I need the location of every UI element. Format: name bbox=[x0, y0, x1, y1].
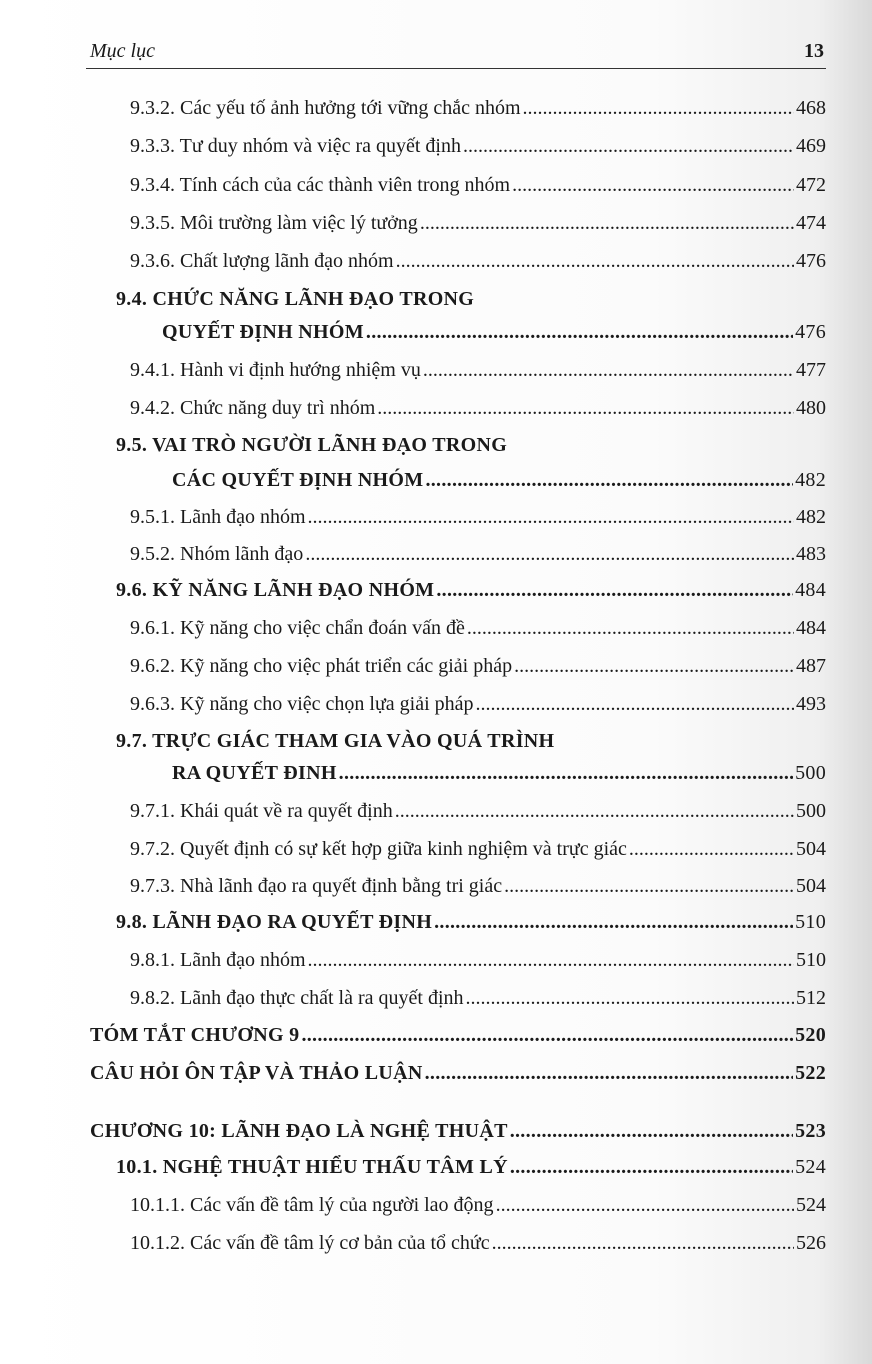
toc-entry-page: 526 bbox=[796, 1232, 826, 1254]
toc-entry-page: 469 bbox=[796, 135, 826, 157]
toc-entry bbox=[0, 209, 826, 237]
toc-entry-page: 524 bbox=[796, 1194, 826, 1216]
toc-entry-title: CÂU HỎI ÔN TẬP VÀ THẢO LUẬN bbox=[90, 1062, 423, 1084]
toc-leader-dots bbox=[420, 209, 794, 237]
toc-entry-page: 468 bbox=[796, 97, 826, 119]
toc-entry bbox=[0, 690, 826, 718]
toc-entry-title: 9.7.3. Nhà lãnh đạo ra quyết định bằng tri giác bbox=[130, 875, 503, 897]
toc-entry-page: 480 bbox=[796, 397, 826, 419]
toc-leader-dots bbox=[467, 614, 794, 642]
toc-leader-dots bbox=[504, 872, 794, 900]
toc-leader-dots bbox=[301, 1021, 793, 1049]
toc-leader-dots bbox=[308, 946, 794, 974]
toc-entry bbox=[0, 171, 826, 199]
toc-entry bbox=[0, 132, 826, 160]
toc-leader-dots bbox=[496, 1191, 794, 1219]
toc-entry-title: 9.4.2. Chức năng duy trì nhóm bbox=[130, 397, 376, 419]
toc-entry bbox=[0, 946, 826, 974]
toc-entry-page: 524 bbox=[795, 1156, 826, 1178]
toc-entry-title: 9.8. LÃNH ĐẠO RA QUYẾT ĐỊNH bbox=[116, 911, 433, 933]
toc-entry-page: 476 bbox=[796, 250, 826, 272]
toc-entry bbox=[0, 1229, 826, 1257]
toc-leader-dots bbox=[434, 908, 793, 936]
toc-leader-dots bbox=[510, 1153, 793, 1181]
toc-leader-dots bbox=[510, 1117, 793, 1145]
toc-entry-title: 9.8.2. Lãnh đạo thực chất là ra quyết định bbox=[130, 987, 464, 1009]
toc-entry-page: 484 bbox=[796, 617, 826, 639]
toc-entry-title: 9.3.3. Tư duy nhóm và việc ra quyết định bbox=[130, 135, 461, 157]
toc-entry-title: CÁC QUYẾT ĐỊNH NHÓM bbox=[172, 469, 424, 491]
toc-entry-title: 9.5.2. Nhóm lãnh đạo bbox=[130, 543, 304, 565]
toc-entry bbox=[0, 835, 826, 863]
toc-leader-dots bbox=[476, 690, 794, 718]
toc-entry-page: 510 bbox=[795, 911, 826, 933]
toc-entry-title: 9.7.2. Quyết định có sự kết hợp giữa kinh nghiệm và trực giác bbox=[130, 838, 627, 860]
toc-entry-title: 9.7.1. Khái quát về ra quyết định bbox=[130, 800, 393, 822]
toc-section-title-line1: 9.7. TRỰC GIÁC THAM GIA VÀO QUÁ TRÌNH bbox=[116, 730, 555, 752]
toc-entry bbox=[0, 94, 826, 122]
toc-entry-page: 487 bbox=[796, 655, 826, 677]
toc-entry bbox=[0, 394, 826, 422]
toc-entry-title: 9.3.5. Môi trường làm việc lý tưởng bbox=[130, 212, 418, 234]
toc-entry-page: 522 bbox=[795, 1062, 826, 1084]
toc-entry-title: RA QUYẾT ĐINH bbox=[172, 762, 337, 784]
toc-leader-dots bbox=[396, 247, 794, 275]
toc-section-entry bbox=[0, 466, 826, 494]
toc-entry-title: 10.1.2. Các vấn đề tâm lý cơ bản của tổ chức bbox=[130, 1232, 490, 1254]
toc-entry-page: 477 bbox=[796, 359, 826, 381]
toc-leader-dots bbox=[395, 797, 794, 825]
toc-entry-page: 493 bbox=[796, 693, 826, 715]
toc-entry-title: QUYẾT ĐỊNH NHÓM bbox=[162, 321, 364, 343]
toc-entry-page: 504 bbox=[796, 875, 826, 897]
toc-chapter-entry bbox=[0, 1117, 826, 1145]
toc-entry-page: 482 bbox=[795, 469, 826, 491]
toc-entry-page: 504 bbox=[796, 838, 826, 860]
toc-leader-dots bbox=[492, 1229, 794, 1257]
toc-leader-dots bbox=[514, 652, 794, 680]
toc-leader-dots bbox=[366, 318, 793, 346]
toc-leader-dots bbox=[339, 759, 793, 787]
toc-entry-title: 9.3.6. Chất lượng lãnh đạo nhóm bbox=[130, 250, 394, 272]
toc-entry-title: 9.6.3. Kỹ năng cho việc chọn lựa giải pháp bbox=[130, 693, 474, 715]
toc-entry bbox=[0, 356, 826, 384]
toc-chapter-entry bbox=[0, 1021, 826, 1049]
toc-entry-title: CHƯƠNG 10: LÃNH ĐẠO LÀ NGHỆ THUẬT bbox=[90, 1120, 508, 1142]
toc-leader-dots bbox=[305, 540, 794, 568]
toc-section-entry bbox=[0, 318, 826, 346]
toc-leader-dots bbox=[466, 984, 794, 1012]
toc-entry bbox=[0, 1191, 826, 1219]
toc-section-entry bbox=[0, 759, 826, 787]
toc-entry-title: TÓM TẮT CHƯƠNG 9 bbox=[90, 1024, 300, 1046]
toc-entry bbox=[0, 614, 826, 642]
toc-entry bbox=[0, 503, 826, 531]
toc-entry-title: 9.6.1. Kỹ năng cho việc chẩn đoán vấn đề bbox=[130, 617, 465, 639]
toc-entry-page: 523 bbox=[795, 1120, 826, 1142]
toc-entry-page: 484 bbox=[795, 579, 826, 601]
toc-entry-title: 9.6. KỸ NĂNG LÃNH ĐẠO NHÓM bbox=[116, 579, 435, 601]
running-title: Mục lục bbox=[90, 40, 155, 62]
toc-entry-page: 483 bbox=[796, 543, 826, 565]
toc-section-title-line1: 9.5. VAI TRÒ NGƯỜI LÃNH ĐẠO TRONG bbox=[116, 434, 508, 456]
toc-leader-dots bbox=[425, 466, 793, 494]
toc-entry-page: 472 bbox=[796, 174, 826, 196]
toc-entry bbox=[0, 540, 826, 568]
toc-entry-page: 500 bbox=[796, 800, 826, 822]
toc-chapter-entry bbox=[0, 1059, 826, 1087]
toc-entry-title: 10.1. NGHỆ THUẬT HIỂU THẤU TÂM LÝ bbox=[116, 1156, 508, 1178]
toc-entry-title: 9.3.4. Tính cách của các thành viên trong nhóm bbox=[130, 174, 511, 196]
toc-entry-page: 520 bbox=[795, 1024, 826, 1046]
toc-entry-page: 512 bbox=[796, 987, 826, 1009]
toc-leader-dots bbox=[423, 356, 794, 384]
toc-section-title-line1: 9.4. CHỨC NĂNG LÃNH ĐẠO TRONG bbox=[116, 288, 475, 310]
toc-entry bbox=[0, 984, 826, 1012]
toc-leader-dots bbox=[629, 835, 794, 863]
toc-entry-page: 500 bbox=[795, 762, 826, 784]
toc-leader-dots bbox=[425, 1059, 794, 1087]
toc-entry bbox=[0, 797, 826, 825]
toc-entry-page: 474 bbox=[796, 212, 826, 234]
toc-entry-title: 10.1.1. Các vấn đề tâm lý của người lao động bbox=[130, 1194, 494, 1216]
toc-entry bbox=[0, 652, 826, 680]
toc-entry-title: 9.8.1. Lãnh đạo nhóm bbox=[130, 949, 306, 971]
toc-leader-dots bbox=[308, 503, 794, 531]
toc-section-entry bbox=[0, 576, 826, 604]
toc-entry-page: 482 bbox=[796, 506, 826, 528]
toc-leader-dots bbox=[377, 394, 794, 422]
toc-entry-title: 9.6.2. Kỹ năng cho việc phát triển các giải pháp bbox=[130, 655, 513, 677]
toc-section-entry bbox=[0, 908, 826, 936]
toc-entry bbox=[0, 872, 826, 900]
toc-leader-dots bbox=[512, 171, 794, 199]
toc-leader-dots bbox=[436, 576, 793, 604]
toc-entry-page: 510 bbox=[796, 949, 826, 971]
toc-entry-title: 9.5.1. Lãnh đạo nhóm bbox=[130, 506, 306, 528]
toc-leader-dots bbox=[463, 132, 794, 160]
toc-entry-page: 476 bbox=[795, 321, 826, 343]
toc-leader-dots bbox=[523, 94, 794, 122]
toc-entry-title: 9.4.1. Hành vi định hướng nhiệm vụ bbox=[130, 359, 421, 381]
toc-section-entry bbox=[0, 1153, 826, 1181]
page-number: 13 bbox=[804, 40, 824, 62]
toc-entry-title: 9.3.2. Các yếu tố ảnh hưởng tới vững chắc nhóm bbox=[130, 97, 521, 119]
toc-entry bbox=[0, 247, 826, 275]
